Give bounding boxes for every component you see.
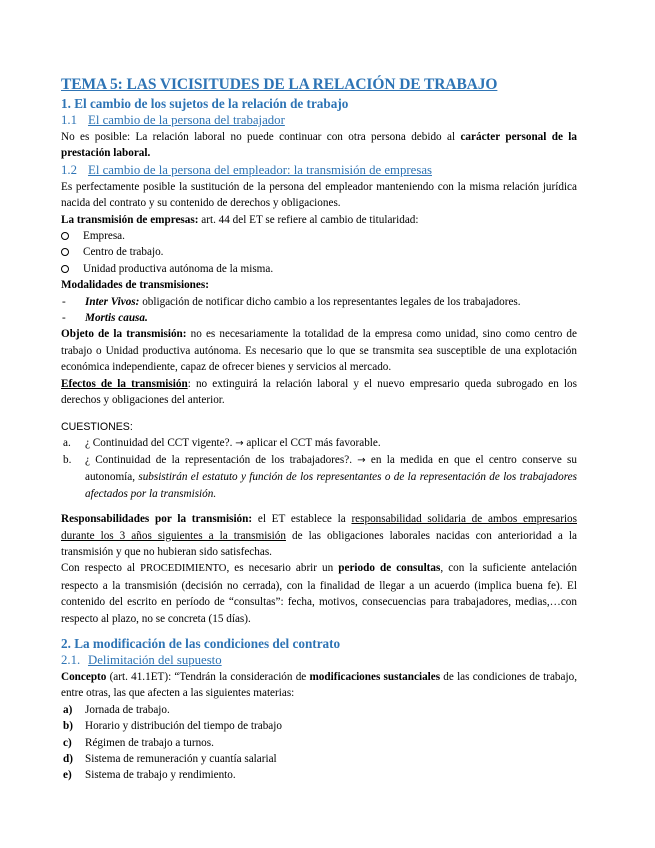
list-item: c) Régimen de trabajo a turnos. [63,736,214,749]
list-item: a. ¿ Continuidad del CCT vigente?. → aplicar el CCT más favorable. [63,436,381,449]
list-item: b) Horario y distribución del tiempo de trabajo [63,720,282,733]
subsection-1-1-heading [61,112,577,129]
paragraph-concepto: Concepto (art. 41.1ET): “Tendrán la consideración de modificaciones sustanciales de las condiciones de trabajo, entre otras, las que afecten a las siguientes materias: [61,670,577,700]
circle-bullet-icon [61,248,69,256]
transmision-list [61,228,577,277]
subsection-2-1-heading [61,652,577,669]
subsection-number: 1.2 [61,162,77,177]
paragraph-trabajador: No es posible: La relación laboral no puede continuar con otra persona debido al carácter personal de la prestación laboral. [61,131,578,160]
paragraph-responsabilidades: Responsabilidades por la transmisión: el ET establece la responsabilidad solidaria de ambos empresarios durante los 3 años siguientes a la transmisión de las obligaciones laborales nacidas con anterioridad a la transmisión y que no hubieran sido satisfechas. [61,513,577,558]
subsection-label: El cambio de la persona del trabajador [88,113,285,127]
circle-bullet-icon [61,232,69,240]
cuestiones-label: CUESTIONES: [61,420,133,433]
paragraph-sustitucion: Es perfectamente posible la sustitución de la persona del empleador manteniendo con la misma relación jurídica nacida del contrato y su contenido de derechos y obligaciones. [61,180,577,210]
list-item: - Mortis causa. [62,312,148,325]
circle-bullet-icon [61,265,69,273]
list-item: d) Sistema de remuneración y cuantía salarial [63,753,277,765]
section-1-heading: 1. El cambio de los sujetos de la relación de trabajo [61,96,349,111]
paragraph-procedimiento: Con respecto al PROCEDIMIENTO, es necesario abrir un periodo de consultas, con la suficiente antelación respecto a la transmisión (decisión no cerrada), con la finalidad de llegar a un acuerdo (implica buena fe). El contenido del escrito en período de “consultas”: fecha, motivos, consecuencias para trabajadores, medias,…con respecto al plazo, no se concreta (15 días). [61,562,577,625]
modalidades-list [61,294,577,327]
arrow-right-icon: → [235,437,244,449]
list-item: b. ¿ Continuidad de la representación de los trabajadores?. → en la medida en que el centro conserve su autonomía, subsistirán el estatuto y función de los representantes o de la representación de los trabajadores afectados por la transmisión. [63,453,577,500]
list-item: a) Jornada de trabajo. [63,703,170,716]
section-2-heading: 2. La modificación de las condiciones del contrato [61,635,341,651]
materias-list [61,702,577,784]
subsection-number: 2.1. [61,652,81,667]
subsection-number: 1.1 [61,113,77,127]
paragraph-transmision: La transmisión de empresas: art. 44 del ET se refiere al cambio de titularidad: [61,213,419,226]
list-item: e) Sistema de trabajo y rendimiento. [63,769,236,782]
paragraph-efectos: Efectos de la transmisión: no extinguirá la relación laboral y el nuevo empresario queda subrogado en los derechos y obligaciones del anterior. [61,377,577,407]
list-item: Empresa. [61,228,577,244]
cuestiones-list [61,435,577,503]
list-item: Centro de trabajo. [61,244,577,260]
document-page [61,76,577,784]
subsection-label: Delimitación del supuesto [88,652,222,667]
list-item: - Inter Vivos: obligación de notificar dicho cambio a los representantes legales de los trabajadores. [62,295,521,308]
paragraph-objeto: Objeto de la transmisión: no es necesariamente la totalidad de la empresa como unidad, sino como centro de trabajo o Unidad productiva autónoma. Es necesario que lo que se transmita sea susceptible de una explotación económica independiente, capaz de ofrecer bienes y servicios al mercado. [61,328,577,374]
page-title: TEMA 5: LAS VICISITUDES DE LA RELACIÓN DE TRABAJO [61,76,498,93]
subsection-label: El cambio de la persona del empleador: la transmisión de empresas [88,162,432,177]
arrow-right-icon: → [357,454,366,466]
modalidades-label: Modalidades de transmisiones: [61,279,209,292]
subsection-1-2-heading [61,162,577,179]
list-item: Unidad productiva autónoma de la misma. [61,261,577,277]
